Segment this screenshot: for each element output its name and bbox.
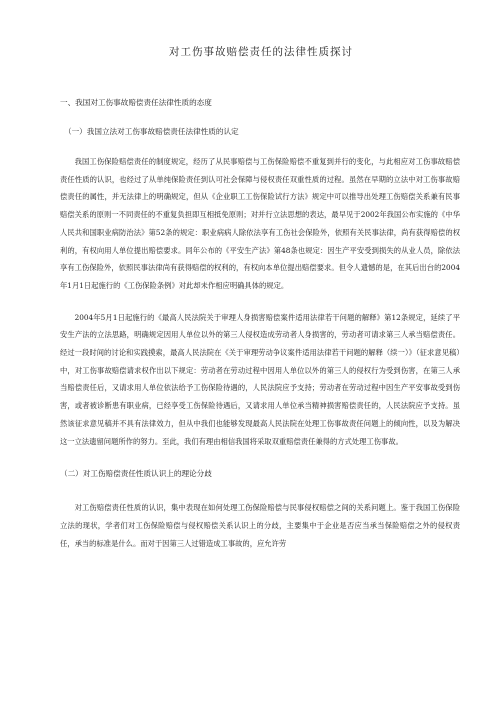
body-paragraph-1: 我国工伤保险赔偿责任的制度规定，经历了从民事赔偿与工伤保险赔偿不重复到并行的变化，与此相应对工伤事故赔偿责任性质的认识，也经过了从单纯保险责任到认可社会保障与侵权责任双重性质的过程。虽然在早期的立法中对工伤事故赔偿责任的属性，并无法律上的明确规定，但从《企业职工工伤保险试行方法》规定中可以推导出处理工伤赔偿关系兼有民事赔偿关系的原则一不同责任的不重复负担即互相抵免原则；对并行立法思想的表达，最早见于2002年我国公布实施的《中华人民共和国职业病防治法》第52条的规定：职业病病人除依法享有工伤社会保险外，依照有关民事法律，尚有获得赔偿的权利的，有权向用人单位提出赔偿要求。同年公布的《平安生产法》第48条也规定：因生产平安受到损失的从业人员，除依法享有工伤保险外，依照民事法律尚有获得赔偿的权利的，有权向本单位提出赔偿要求。但令人遗憾的是，在其后出台的2004年1月1日起施行的《工伤保险条例》对此却未作相应明确具体的规定。 <box>60 157 460 290</box>
subsection-heading-1: （一）我国立法对工伤事故赔偿责任法律性质的认定 <box>64 127 239 136</box>
subsection-heading-2: （二）对工伤赔偿责任性质认识上的理论分歧 <box>60 469 212 479</box>
body-paragraph-3: 对工伤赔偿责任性质的认识，集中表现在如何处理工伤保险赔偿与民事侵权赔偿之间的关系问题上。鉴于我国工伤保险立法的现状，学者们对工伤保险赔偿与侵权赔偿关系认识上的分歧，主要集中于企业是否应当承当保险赔偿之外的侵权责任，承当的标准是什么。而对于因第三人过错造成工事故的，应允许劳 <box>60 503 460 548</box>
section-heading-1: 一、我国对工伤事故赔偿责任法律性质的态度 <box>60 98 212 107</box>
document-title: 对工伤事故赔偿责任的法律性质探讨 <box>169 46 353 58</box>
body-paragraph-2: 2004年5月1日起施行的《最高人民法院关于审理人身损害赔偿案件适用法律若干问题的解释》第12条规定，延续了平安生产法的立法思路，明确规定因用人单位以外的第三人侵权造成劳动者人身损害的，劳动者可请求第三人承当赔偿责任。经过一段时间的讨论和实践摸索，最高人民法院在《关于审理劳动争议案件适用法律若干问题的解释（续一）》（征求意见稿）中，对工伤事故赔偿请求权作出以下规定：劳动者在劳动过程中因用人单位以外的第三人的侵权行为受到伤害，在第三人承当赔偿责任后，又请求用人单位依法给予工伤保险待遇的，人民法院应予支持；劳动者在劳动过程中因生产平安事故受到伤害，或者被诊断患有职业病，已经享受工伤保险待遇后，又请求用人单位承当精神损害赔偿责任的，人民法院应予支持。虽然该征求意见稿并不具有法律效力，但从中我们也能够发现最高人民法院在处理工伤事故责任问题上的倾向性，以及为解决这一立法遗留问题所作的努力。至此，我们有理由相信我国将采取双重赔偿责任兼得的方式处理工伤事故。 <box>60 312 460 446</box>
